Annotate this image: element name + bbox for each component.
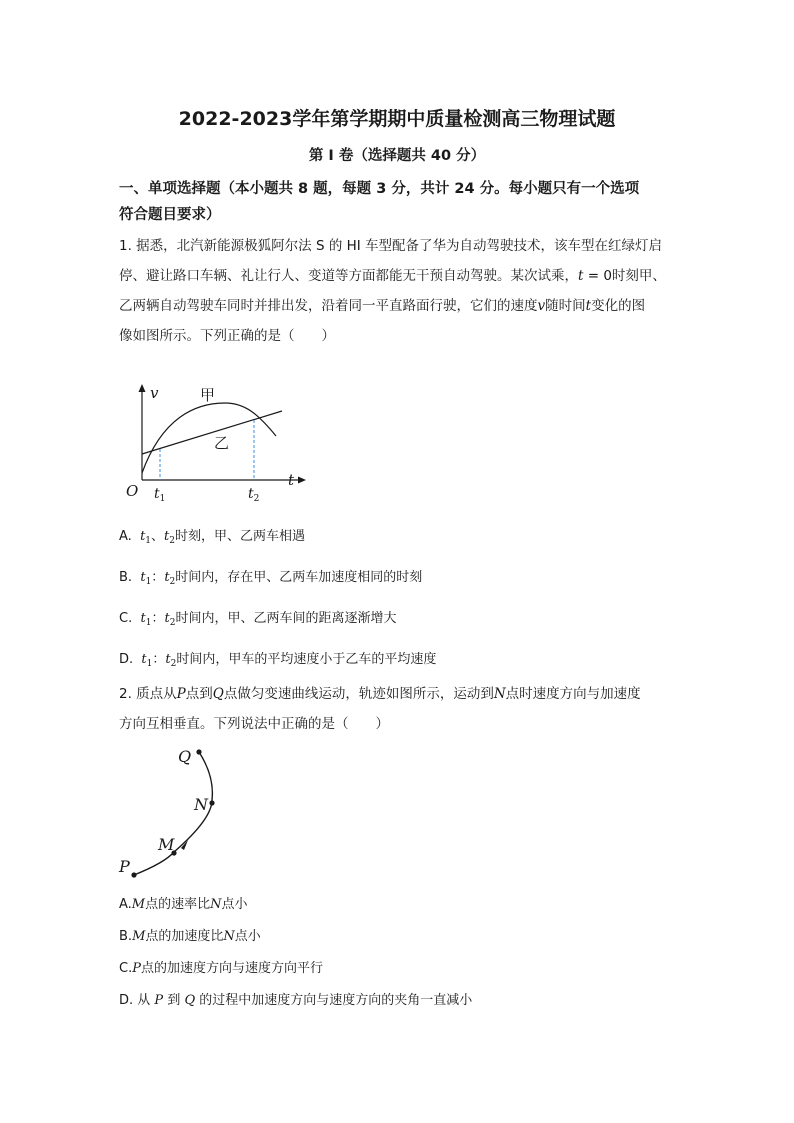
q1-var-v: v (537, 298, 546, 314)
label-m: M (158, 835, 175, 854)
q1-velocity-time-graph (120, 378, 310, 506)
q1-line4: 像如图所示。下列正确的是（ ） (119, 328, 335, 344)
question-2-stem (119, 679, 699, 739)
q1-line2 (119, 261, 699, 291)
q2-option-a[interactable]: A.M点的速率比N点小 (119, 897, 248, 912)
q2-line1: 2. 质点从P点到Q点做匀变速曲线运动，轨迹如图所示，运动到N点时速度方向与加速度 (119, 686, 641, 702)
v-axis-label: v (150, 384, 159, 402)
exam-title: 2022-2023学年第学期期中质量检测高三物理试题 (178, 108, 616, 130)
q1-eq-zero: = 0 (583, 268, 612, 284)
exam-subtitle: 第 I 卷（选择题共 40 分） (308, 148, 486, 164)
section-heading (119, 176, 699, 228)
t-axis-label: t (288, 471, 295, 489)
label-p: P (119, 857, 130, 876)
point-q (196, 749, 201, 754)
point-n (209, 800, 214, 805)
origin-label: O (126, 482, 139, 500)
curve-jia-label: 甲 (200, 386, 216, 404)
section-heading-line2: 符合题目要求） (119, 207, 221, 223)
q2-option-c[interactable]: C.P点的加速度方向与速度方向平行 (119, 961, 323, 976)
line-yi (142, 411, 282, 454)
q1-option-c[interactable]: C. $t_1$：$t_2$时间内，甲、乙两车间的距离逐渐增大 (119, 611, 397, 628)
q1-var-t: t (578, 268, 584, 284)
q1-line2-text-a: 停、避让路口车辆、礼让行人、变道等方面都能无干预自动驾驶。某次试乘， (119, 268, 578, 284)
q1-line3-text-b: 随时间 (545, 298, 586, 314)
point-p (131, 872, 136, 877)
t1-label: $t_1$ (154, 486, 166, 504)
v-axis-arrow (139, 384, 146, 392)
t-axis-arrow (298, 477, 306, 484)
q1-line1: 1. 据悉，北汽新能源极狐阿尔法 S 的 HI 车型配备了华为自动驾驶技术，该车型在红绿灯启 (119, 238, 663, 254)
q1-option-d[interactable]: D. $t_1$：$t_2$时间内，甲车的平均速度小于乙车的平均速度 (119, 652, 437, 669)
label-n: N (194, 795, 208, 814)
q1-option-a[interactable]: A. $t_1$、$t_2$时刻，甲、乙两车相遇 (119, 529, 306, 546)
q1-line3-text-a: 乙两辆自动驾驶车同时并排出发，沿着同一平直路面行驶，它们的速度 (119, 298, 538, 314)
label-q: Q (178, 747, 192, 766)
question-1-stem (119, 231, 699, 351)
q1-option-b[interactable]: B. $t_1$：$t_2$时间内，存在甲、乙两车加速度相同的时刻 (119, 570, 423, 587)
curve-jia (142, 403, 276, 473)
q1-line3 (119, 291, 699, 321)
section-heading-line1: 一、单项选择题（本小题共 8 题，每题 3 分，共计 24 分。每小题只有一个选项 (119, 181, 640, 197)
q2-option-d[interactable]: D. 从 P 到 Q 的过程中加速度方向与速度方向的夹角一直减小 (119, 993, 473, 1008)
q2-option-b[interactable]: B.M点的加速度比N点小 (119, 929, 261, 944)
q1-line2-text-b: 时刻甲、 (611, 268, 666, 284)
q1-var-t2: t (585, 298, 592, 314)
line-yi-label: 乙 (214, 434, 230, 452)
q1-line3-text-c: 变化的图 (591, 298, 646, 314)
q2-line2: 方向互相垂直。下列说法中正确的是（ ） (119, 716, 389, 732)
t2-label: $t_2$ (248, 486, 260, 504)
q2-trajectory-figure (112, 742, 232, 880)
